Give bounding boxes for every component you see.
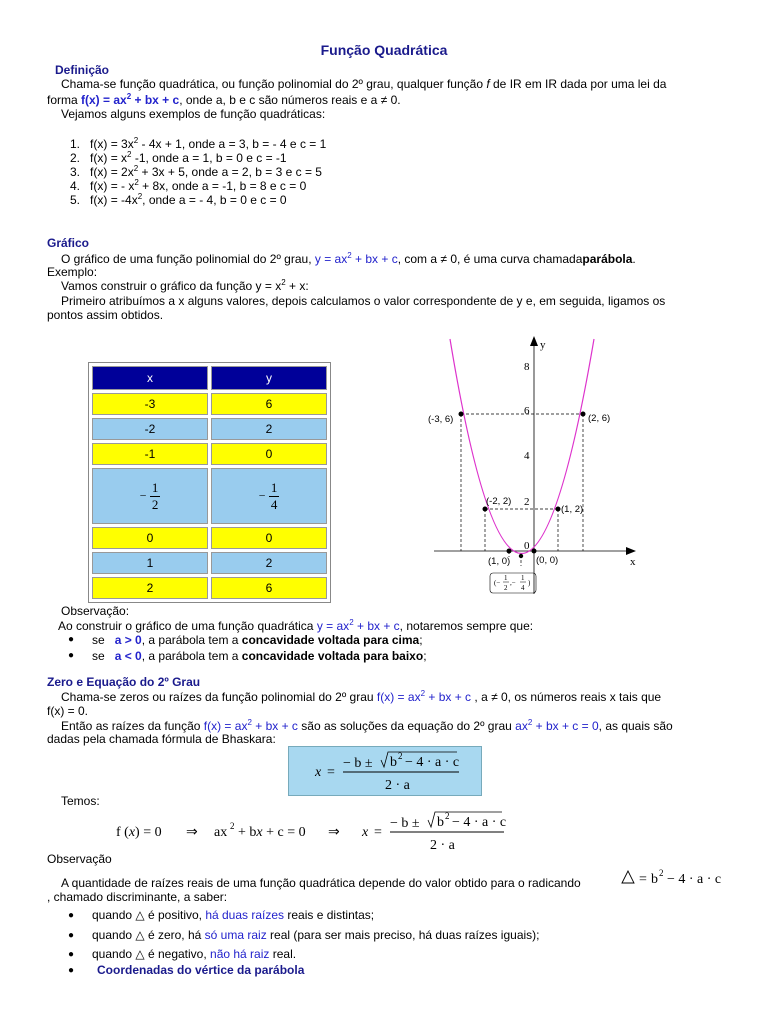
y-tick-label: 8 <box>524 361 530 373</box>
svg-text:=: = <box>639 872 647 887</box>
xy-table <box>88 362 331 603</box>
svg-text:1: 1 <box>521 574 525 582</box>
parabola-curve <box>450 339 594 554</box>
grafico-line-1: O gráfico de uma função polinomial do 2º grau, $y = ax^2$ + bx + c, com a ≠ 0, é uma curva chamadaparábola. <box>61 251 636 266</box>
svg-text:− 4 · a · c: − 4 · a · c <box>452 815 507 830</box>
y-tick-label: 6 <box>524 405 530 417</box>
delta-icon: △ <box>135 947 145 961</box>
bullet-icon: ● <box>68 910 75 921</box>
table-row: 1 2 <box>92 552 327 574</box>
table-row: 0 0 <box>92 527 327 549</box>
zero-line-4: dadas pela chamada fórmula de Bhaskara: <box>47 732 276 746</box>
zero-line-3: Então as raízes da função $f(x) = ax^2$ + bx + c são as soluções da equação do 2º grau $ax^2$ + bx + c = 0, as quais são <box>61 718 673 733</box>
svg-text:⇒: ⇒ <box>328 825 340 840</box>
discriminant-formula <box>620 866 732 888</box>
section-heading-definicao: Definição <box>55 63 110 77</box>
svg-text:=: = <box>327 765 335 780</box>
obs-line: Ao construir o gráfico de uma função quadrática $y = ax^2$ + bx + c, notaremos sempre que: <box>58 618 534 633</box>
point-marker <box>507 549 512 554</box>
y-axis-arrow <box>530 336 538 346</box>
guide-lines <box>461 414 583 566</box>
svg-text:1: 1 <box>504 574 508 582</box>
temos-label: Temos: <box>61 794 100 808</box>
definition-line-3: Vejamos alguns exemplos de função quadráticas: <box>61 107 326 121</box>
table-row: -1 0 <box>92 443 327 465</box>
vertex-heading: Coordenadas do vértice da parábola <box>97 963 305 977</box>
section-heading-zero: Zero e Equação do 2º Grau <box>47 675 201 689</box>
y-tick-label: 0 <box>524 540 530 552</box>
list-item: 4. f(x) = - $x^2 + 8x$, onde a = -1, b = 8 e c = 0 <box>70 178 307 193</box>
definition-line-2: forma $f(x) = ax^2$ + bx + c, onde a, b e c são números reais e a ≠ 0. <box>47 92 401 107</box>
discriminant-line-1: A quantidade de raízes reais de uma função quadrática depende do valor obtido para o radicando <box>61 876 581 890</box>
list-item: 2. $f(x) = x^2$ -1, onde a = 1, b = 0 e c = -1 <box>70 150 287 165</box>
case-negative: quando △ é negativo, não há raiz real. <box>92 947 297 961</box>
bullet-icon: ● <box>68 650 75 661</box>
svg-text:2: 2 <box>398 751 403 761</box>
point-marker <box>532 549 537 554</box>
svg-text:f (x) = 0: f (x) = 0 <box>116 825 162 840</box>
svg-text:− b ±: − b ± <box>390 816 420 831</box>
svg-text:2 · a: 2 · a <box>385 778 410 793</box>
point-label: (-3, 6) <box>428 414 454 425</box>
svg-text:+ bx + c = 0: + bx + c = 0 <box>238 825 306 840</box>
svg-text:(−: (− <box>494 579 501 587</box>
y-axis-label: y <box>540 339 546 351</box>
svg-text:=: = <box>374 825 382 840</box>
obs-bullet-2: se a < 0, a parábola tem a concavidade voltada para baixo; <box>92 649 427 663</box>
x-axis-label: x <box>630 556 636 568</box>
bullet-icon: ● <box>68 634 75 645</box>
bhaskara-formula-svg <box>289 747 481 795</box>
case-zero: quando △ é zero, há só uma raiz real (para ser mais preciso, há duas raízes iguais); <box>92 928 540 942</box>
parabola-graph <box>410 334 650 596</box>
point-label: (1, 0) <box>488 556 511 567</box>
svg-text:2 · a: 2 · a <box>430 838 455 853</box>
svg-text:x: x <box>362 825 369 840</box>
svg-text:,−: ,− <box>510 579 516 587</box>
svg-text:ax: ax <box>214 825 228 840</box>
point-label: (2, 6) <box>588 413 611 424</box>
obs-heading: Observação: <box>61 604 130 618</box>
grafico-line-2: Exemplo: <box>47 265 98 279</box>
point-label: (-2, 2) <box>486 496 512 507</box>
svg-text:2: 2 <box>230 821 235 831</box>
y-tick-label: 4 <box>524 450 530 462</box>
zero-line-2: f(x) = 0. <box>47 704 89 718</box>
definition-line-1: Chama-se função quadrática, ou função polinomial do 2º grau, qualquer função f de IR em IR dada por uma lei da <box>61 77 667 91</box>
delta-icon: △ <box>135 908 145 922</box>
vertex-label <box>490 573 536 593</box>
svg-text:2: 2 <box>445 811 450 821</box>
bullet-icon: ● <box>68 965 75 976</box>
svg-text:x: x <box>315 765 322 780</box>
point-marker <box>581 412 586 417</box>
bhaskara-formula <box>288 746 482 796</box>
svg-text:4: 4 <box>521 584 525 592</box>
table-row: 2 6 <box>92 577 327 599</box>
point-label: (1, 2) <box>561 504 584 515</box>
page-title: Função Quadrática <box>320 42 448 58</box>
svg-text:b: b <box>651 872 658 887</box>
svg-text:− b ±: − b ± <box>343 756 373 771</box>
grafico-line-3: Vamos construir o gráfico da função $y = x^2 + x$: <box>61 278 309 293</box>
zero-line-1: Chama-se zeros ou raízes da função polinomial do 2º grau $f(x) = ax^2$ + bx + c , a ≠ 0, os números reais x tais que <box>61 689 662 704</box>
section-heading-grafico: Gráfico <box>47 236 90 250</box>
delta-icon <box>622 871 634 883</box>
vertex-marker <box>519 554 523 558</box>
list-item: 3. $f(x) = 2x^2 + 3x + 5$, onde a = 2, b = 3 e c = 5 <box>70 164 322 179</box>
svg-text:− 4 · a · c: − 4 · a · c <box>667 872 722 887</box>
table-header-x: x <box>92 366 208 390</box>
case-positive: quando △ é positivo, há duas raízes reais e distintas; <box>92 908 375 922</box>
table-row: -3 6 <box>92 393 327 415</box>
point-label: (0, 0) <box>536 555 559 566</box>
svg-text:− 4 · a · c: − 4 · a · c <box>405 755 460 770</box>
equation-chain <box>116 808 516 854</box>
grafico-line-5: pontos assim obtidos. <box>47 308 164 322</box>
svg-text:⇒: ⇒ <box>186 825 198 840</box>
svg-text:2: 2 <box>659 868 664 878</box>
table-row: -2 2 <box>92 418 327 440</box>
list-item: 1. $f(x) = 3x^2 - 4x + 1$, onde a = 3, b = - 4 e c = 1 <box>70 136 327 151</box>
list-item: 5. $f(x) = -4x^2$, onde a = - 4, b = 0 e c = 0 <box>70 192 287 207</box>
x-axis-arrow <box>626 547 636 555</box>
svg-text:): ) <box>528 579 531 587</box>
bullet-icon: ● <box>68 949 75 960</box>
delta-icon: △ <box>135 928 145 942</box>
svg-text:2: 2 <box>504 584 508 592</box>
y-tick-label: 2 <box>524 496 530 508</box>
point-marker <box>459 412 464 417</box>
point-marker <box>556 507 561 512</box>
grafico-line-4: Primeiro atribuímos a x alguns valores, depois calculamos o valor correspondente de y e, em seguida, ligamos os <box>61 294 666 308</box>
table-row: − $\frac{1}{2}$ − $\frac{1}{4}$ <box>92 468 327 524</box>
svg-text:b: b <box>390 755 397 770</box>
point-marker <box>483 507 488 512</box>
discriminant-line-2: , chamado discriminante, a saber: <box>47 890 228 904</box>
svg-text:b: b <box>437 815 444 830</box>
obs2-heading: Observação <box>47 852 112 866</box>
obs-bullet-1: se a > 0, a parábola tem a concavidade voltada para cima; <box>92 633 423 647</box>
bullet-icon: ● <box>68 930 75 941</box>
table-header-y: y <box>211 366 327 390</box>
